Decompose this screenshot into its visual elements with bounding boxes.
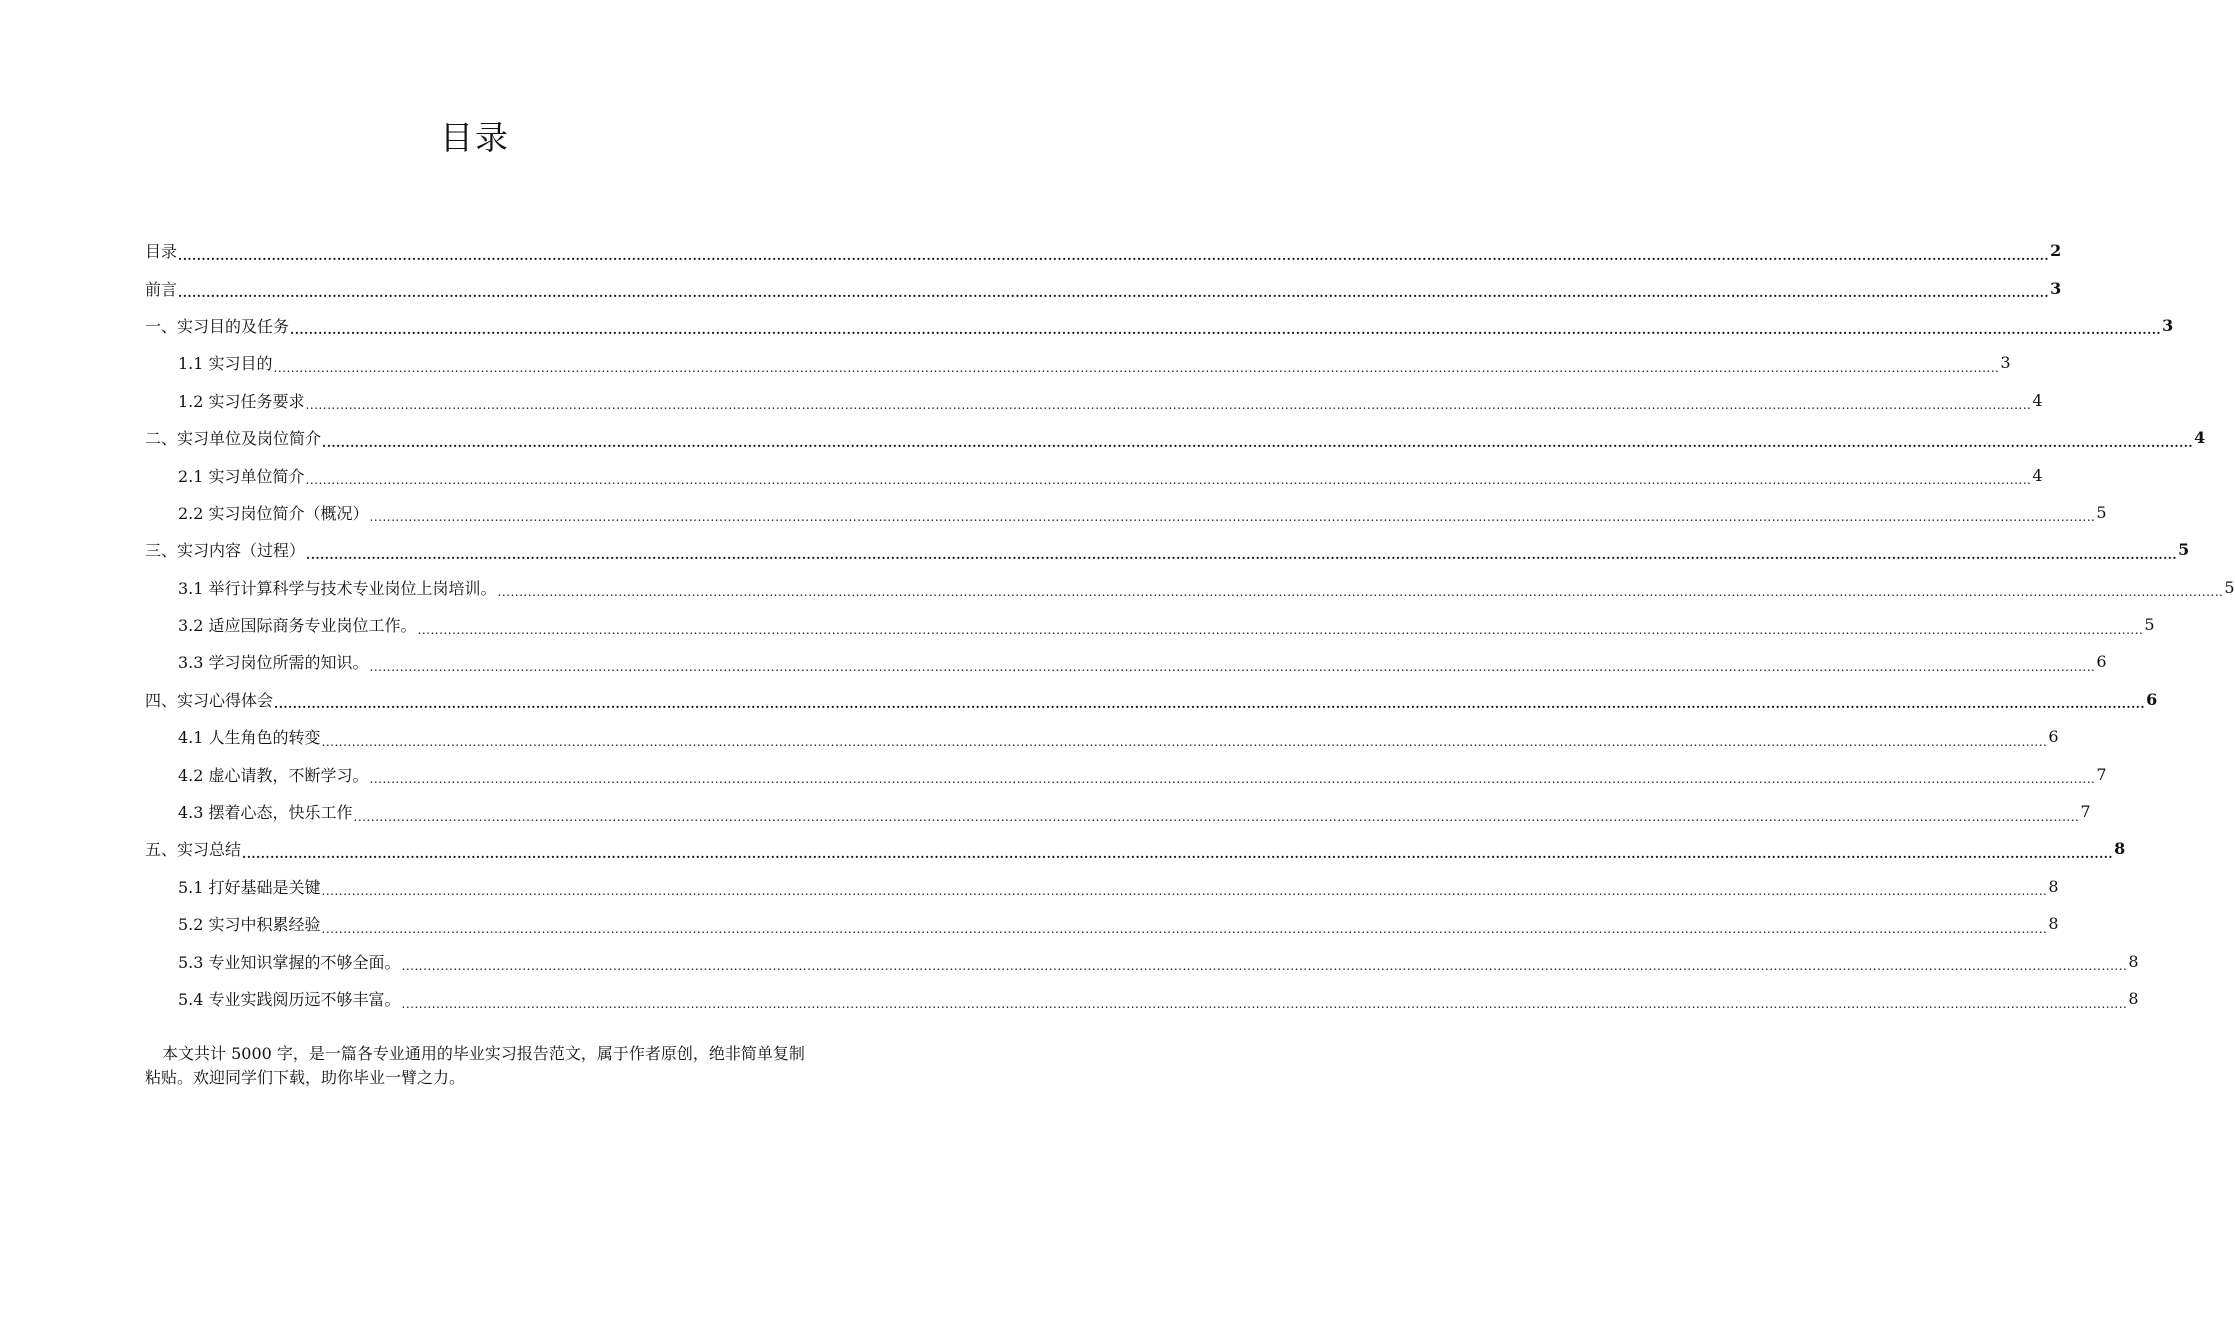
toc-entry-label: 4.2 虚心请教，不断学习。 <box>178 765 369 785</box>
toc-entry-label: 目录 <box>145 242 178 262</box>
toc-entry[interactable] <box>145 344 2011 381</box>
toc-entry[interactable] <box>145 793 2091 830</box>
toc-entry[interactable] <box>145 942 2139 979</box>
toc-entry-page-number: 3 <box>2050 278 2062 298</box>
toc-entry[interactable] <box>145 307 2174 344</box>
toc-entry[interactable] <box>145 494 2107 531</box>
toc-entry-page-number: 6 <box>2048 727 2059 747</box>
toc-dot-leader: ................................................................................................................................................................................................................................................................................................................................................................................................................ <box>274 697 2146 712</box>
toc-entry-page-number: 6 <box>2096 652 2107 672</box>
toc-entry[interactable] <box>145 905 2059 942</box>
toc-entry-page-number: 3 <box>2162 315 2174 335</box>
toc-dot-leader: ................................................................................................................................................................................................................................................................................................................................................................................................................ <box>242 846 2114 861</box>
toc-dot-leader: ................................................................................................................................................................................................................................................................................................................................................................................................................ <box>273 360 2000 375</box>
toc-entry-page-number: 8 <box>2048 876 2059 896</box>
toc-entry[interactable] <box>145 606 2155 643</box>
toc-entry-label: 3.3 学习岗位所需的知识。 <box>178 653 369 673</box>
toc-entry-label: 五、实习总结 <box>145 840 242 860</box>
toc-entry-label: 5.3 专业知识掌握的不够全面。 <box>178 952 401 972</box>
table-of-contents <box>145 232 2235 1017</box>
toc-entry-page-number: 4 <box>2032 465 2043 485</box>
toc-entry-page-number: 7 <box>2080 802 2091 822</box>
toc-entry-label: 前言 <box>145 279 178 299</box>
toc-entry-page-number: 5 <box>2178 540 2190 560</box>
toc-entry[interactable] <box>145 569 2235 606</box>
toc-entry-label: 4.3 摆着心态，快乐工作 <box>178 803 353 823</box>
toc-dot-leader: ................................................................................................................................................................................................................................................................................................................................................................................................................ <box>321 734 2048 749</box>
toc-entry[interactable] <box>145 269 2062 306</box>
toc-entry-label: 3.1 举行计算科学与技术专业岗位上岗培训。 <box>178 578 497 598</box>
toc-dot-leader: ................................................................................................................................................................................................................................................................................................................................................................................................................ <box>306 547 2178 562</box>
toc-entry[interactable] <box>145 868 2059 905</box>
toc-entry-page-number: 8 <box>2128 989 2139 1008</box>
toc-entry[interactable] <box>145 718 2059 755</box>
toc-entry[interactable] <box>145 456 2043 493</box>
toc-entry-page-number: 4 <box>2032 390 2043 410</box>
toc-entry-page-number: 2 <box>2050 241 2062 261</box>
toc-dot-leader: ................................................................................................................................................................................................................................................................................................................................................................................................................ <box>305 473 2032 488</box>
toc-entry[interactable] <box>145 830 2126 867</box>
toc-entry-page-number: 8 <box>2114 839 2126 859</box>
toc-dot-leader: ................................................................................................................................................................................................................................................................................................................................................................................................................ <box>290 323 2162 338</box>
toc-entry-label: 三、实习内容（过程） <box>145 541 306 561</box>
toc-entry-page-number: 5 <box>2144 615 2155 635</box>
toc-entry-label: 1.1 实习目的 <box>178 354 273 374</box>
toc-dot-leader: ................................................................................................................................................................................................................................................................................................................................................................................................................ <box>305 398 2032 413</box>
toc-dot-leader: ................................................................................................................................................................................................................................................................................................................................................................................................................ <box>178 248 2050 263</box>
document-note: 本文共计 5000 字，是一篇各专业通用的毕业实习报告范文，属于作者原创，绝非简单复制粘贴。欢迎同学们下载，助你毕业一臂之力。 <box>145 1044 805 1087</box>
page-title: 目录 <box>440 118 510 157</box>
toc-entry[interactable] <box>145 382 2043 419</box>
toc-dot-leader: ................................................................................................................................................................................................................................................................................................................................................................................................................ <box>321 921 2048 936</box>
toc-dot-leader: ................................................................................................................................................................................................................................................................................................................................................................................................................ <box>178 286 2050 301</box>
toc-dot-leader: ................................................................................................................................................................................................................................................................................................................................................................................................................ <box>497 585 2224 600</box>
toc-entry[interactable] <box>145 755 2107 792</box>
toc-dot-leader: ................................................................................................................................................................................................................................................................................................................................................................................................................ <box>369 772 2096 787</box>
toc-entry-label: 5.4 专业实践阅历远不够丰富。 <box>178 990 401 1009</box>
toc-dot-leader: ................................................................................................................................................................................................................................................................................................................................................................................................................ <box>321 884 2048 899</box>
toc-entry-page-number: 5 <box>2224 577 2235 597</box>
toc-entry[interactable] <box>145 980 2139 1017</box>
toc-entry[interactable] <box>145 232 2062 269</box>
toc-entry[interactable] <box>145 419 2206 456</box>
toc-dot-leader: ................................................................................................................................................................................................................................................................................................................................................................................................................ <box>353 809 2080 824</box>
toc-dot-leader: ................................................................................................................................................................................................................................................................................................................................................................................................................ <box>401 959 2128 974</box>
toc-entry-page-number: 6 <box>2146 689 2158 709</box>
toc-entry-label: 2.1 实习单位简介 <box>178 466 305 486</box>
toc-entry-label: 二、实习单位及岗位简介 <box>145 429 322 449</box>
toc-dot-leader: ................................................................................................................................................................................................................................................................................................................................................................................................................ <box>322 435 2194 450</box>
toc-entry-label: 5.1 打好基础是关键 <box>178 877 321 897</box>
toc-dot-leader: ................................................................................................................................................................................................................................................................................................................................................................................................................ <box>401 996 2128 1011</box>
toc-entry[interactable] <box>145 531 2190 568</box>
toc-entry[interactable] <box>145 681 2158 718</box>
toc-entry-page-number: 5 <box>2096 502 2107 522</box>
toc-entry-page-number: 4 <box>2194 428 2206 448</box>
toc-entry-page-number: 8 <box>2128 951 2139 971</box>
toc-dot-leader: ................................................................................................................................................................................................................................................................................................................................................................................................................ <box>369 659 2096 674</box>
toc-entry-label: 3.2 适应国际商务专业岗位工作。 <box>178 616 417 636</box>
toc-dot-leader: ................................................................................................................................................................................................................................................................................................................................................................................................................ <box>369 510 2096 525</box>
toc-entry-label: 4.1 人生角色的转变 <box>178 728 321 748</box>
toc-entry[interactable] <box>145 643 2107 680</box>
toc-entry-page-number: 7 <box>2096 764 2107 784</box>
toc-entry-page-number: 3 <box>2000 353 2011 373</box>
toc-entry-label: 四、实习心得体会 <box>145 690 274 710</box>
toc-dot-leader: ................................................................................................................................................................................................................................................................................................................................................................................................................ <box>417 622 2144 637</box>
toc-entry-label: 一、实习目的及任务 <box>145 316 290 336</box>
toc-entry-label: 1.2 实习任务要求 <box>178 391 305 411</box>
toc-entry-label: 5.2 实习中积累经验 <box>178 915 321 935</box>
toc-entry-page-number: 8 <box>2048 914 2059 934</box>
toc-entry-label: 2.2 实习岗位简介（概况） <box>178 503 369 523</box>
